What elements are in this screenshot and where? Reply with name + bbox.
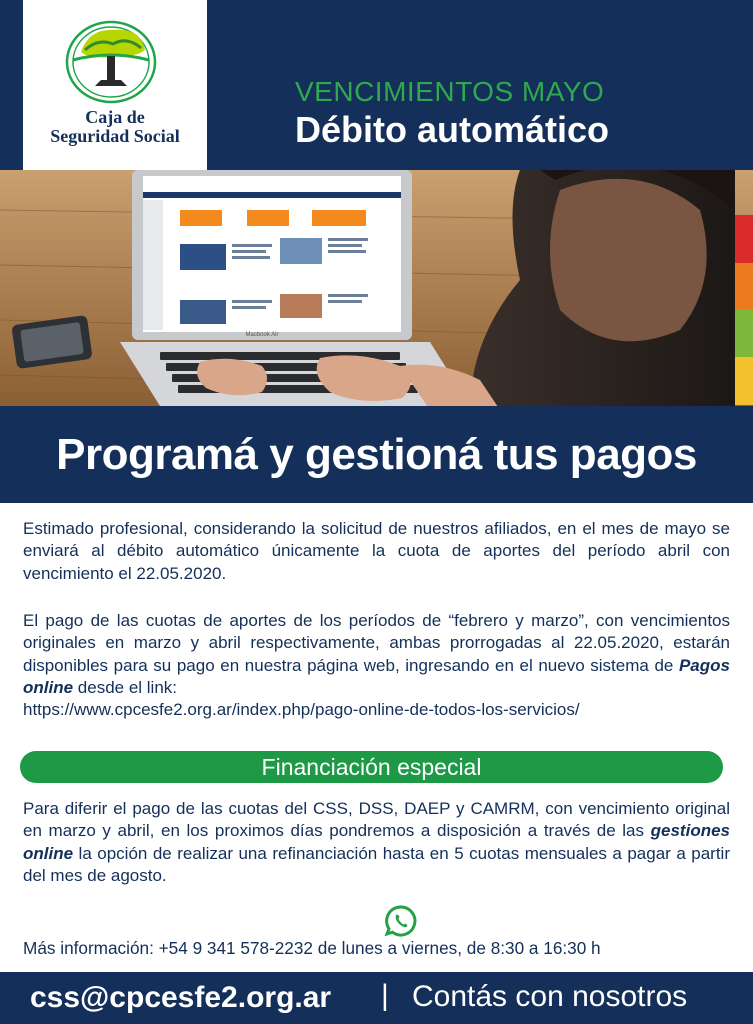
paragraph-financiacion-text: Para diferir el pago de las cuotas del CSS, DSS, DAEP y CAMRM, con vencimiento original en marzo y abril, en los proximos días pondremos a disposición a través de las: [23, 799, 730, 841]
contact-info: Más información: +54 9 341 578-2232 de lunes a viernes, de 8:30 a 16:30 h: [23, 938, 601, 958]
paragraph-financiacion-tail: la opción de realizar una refinanciación hasta en 5 cuotas mensuales a pagar a partir del mes de agosto.: [23, 843, 730, 885]
header-subtitle: VENCIMIENTOS MAYO: [295, 76, 605, 107]
accent-bar-green: [735, 310, 753, 357]
footer: [0, 972, 753, 1024]
paragraph-pagos-text: El pago de las cuotas de aportes de los períodos de “febrero y marzo”, con vencimientos originales en marzo y abril respectivamente, ambas prorrogadas al 22.05.2020, estarán disponibles para su pago en nuestra página web, ingresando en el nuevo sistema de: [23, 611, 730, 675]
header-title: Débito automático: [295, 109, 610, 150]
pagos-online-emphasis: Pagos online: [23, 655, 730, 697]
accent-bar-orange: [735, 263, 753, 310]
financing-heading: Financiación especial: [20, 751, 723, 783]
accent-bar-red: [735, 215, 753, 263]
footer-separator: |: [381, 979, 389, 1012]
headline-band: [0, 406, 753, 503]
pagos-online-link[interactable]: https://www.cpcesfe2.org.ar/index.php/pago-online-de-todos-los-servicios/: [23, 700, 580, 720]
footer-email[interactable]: css@cpcesfe2.org.ar: [30, 981, 332, 1014]
whatsapp-icon[interactable]: [384, 904, 418, 938]
hero-photo: [0, 170, 753, 410]
accent-bar-yellow: [735, 357, 753, 405]
header: [0, 0, 753, 170]
gestiones-online-emphasis: gestiones online: [23, 821, 730, 863]
paragraph-pagos-tail: desde el link:: [73, 677, 178, 697]
footer-tagline: Contás con nosotros: [412, 980, 688, 1013]
paragraph-debito: Estimado profesional, considerando la solicitud de nuestros afiliados, en el mes de mayo se enviará al débito automático únicamente la cuota de aportes del período abril con vencimiento el 22.05.2020.: [23, 519, 730, 583]
logo: [23, 0, 207, 176]
tree-logo-icon: [23, 0, 207, 105]
paragraph-financiacion: [23, 798, 730, 887]
logo-text-line2: Seguridad Social: [50, 126, 180, 146]
logo-text-line1: Caja de: [85, 107, 145, 127]
laptop-photo-illustration: [0, 170, 753, 410]
laptop-brand: Macbook Air: [245, 332, 279, 338]
headline: Programá y gestioná tus pagos: [56, 430, 697, 479]
paragraph-pagos: [23, 610, 730, 721]
